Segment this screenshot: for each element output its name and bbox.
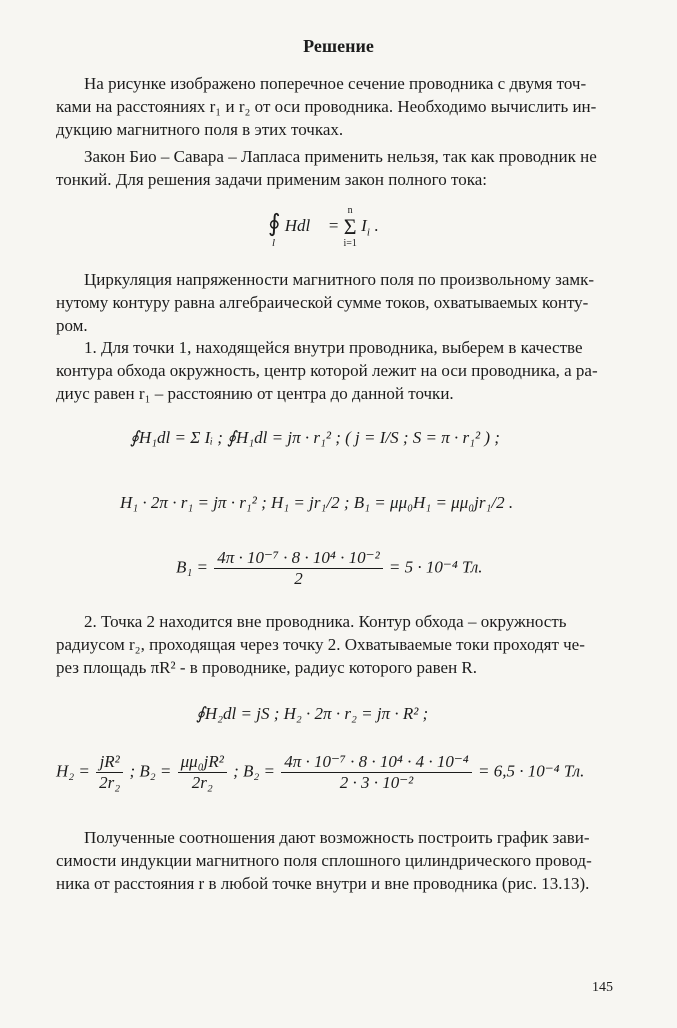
fraction: $\frac{\text{4π · 10⁻⁷ · 8 · 10⁴ · 4 · 10⁻⁴}}{\text{2 · 3 · 10⁻²}}$ [281, 752, 471, 793]
text-line: Циркуляция напряженности магнитного поля по произвольному замк- [84, 270, 595, 289]
paragraph-point-1 [56, 336, 634, 405]
paragraph-law [56, 145, 634, 191]
equation-lhs: Hdl⃗ = [284, 215, 340, 235]
equation-point-1-circulation: ∮H₁dl = Σ Iᵢ ; ∮H₁dl = jπ · r₁² ; ( j = I/S ; S = π · r₁² ) ; [130, 428, 500, 447]
equation-rhs: I [361, 215, 367, 235]
fraction: $\frac{\text{4π · 10⁻⁷ · 8 · 10⁴ · 10⁻²}}{2}$ [214, 548, 382, 589]
equation-b2-value: H₂ = $\frac{\text{jR²}}{\text{2r₂}}$ ; B₂ = $\frac{\text{μμ₀jR²}}{\text{2r₂}}$ ; B₂ = $\frac{\text{4π · 10⁻⁷ · 8 · 10⁴ · 4 · 10⁻⁴}}{\text{2 · 3 · 10⁻²}}$ = 6,5 · 10⁻⁴ Тл. [56, 752, 585, 792]
text-line: Полученные соотношения дают возможность построить график зави- [84, 828, 590, 847]
equation-ampere-law: ∮ l Hdl⃗ = n Σ i=1 $I_i$ . [268, 205, 379, 249]
text-line: 2. Точка 2 находится вне проводника. Контур обхода – окружность [84, 612, 567, 631]
fraction: $\frac{\text{jR²}}{\text{2r₂}}$ [96, 752, 123, 793]
paragraph-intro [56, 72, 634, 141]
paragraph-conclusion [56, 826, 634, 895]
text-line: симости индукции магнитного поля сплошного цилиндрического провод- [56, 851, 592, 870]
text-line: 1. Для точки 1, находящейся внутри проводника, выберем в качестве [84, 338, 583, 357]
text-line: диус равен r₁ – расстоянию от центра до данной точки. [56, 384, 454, 403]
page-number: 145 [592, 980, 613, 995]
equation-b1-value: B₁ = $\frac{\text{4π · 10⁻⁷ · 8 · 10⁴ · 10⁻²}}{2}$ = 5 · 10⁻⁴ Тл. [176, 548, 483, 588]
sum-symbol: n Σ i=1 [343, 205, 357, 249]
fraction: $\frac{\text{μμ₀jR²}}{\text{2r₂}}$ [178, 752, 227, 793]
text-line: ника от расстояния r в любой точке внутри и вне проводника (рис. 13.13). [56, 874, 590, 893]
contour-integral-symbol: ∮ l [268, 210, 281, 249]
text-line: тонкий. Для решения задачи применим закон полного тока: [56, 170, 487, 189]
paragraph-circulation [56, 268, 634, 337]
equation-point-2-circulation: ∮H₂dl = jS ; H₂ · 2π · r₂ = jπ · R² ; [196, 704, 429, 723]
text-line: Закон Био – Савара – Лапласа применить нельзя, так как проводник не [84, 147, 597, 166]
text-line: контура обхода окружность, центр которой лежит на оси проводника, а ра- [56, 361, 598, 380]
text-line: ром. [56, 316, 88, 335]
paragraph-point-2 [56, 610, 634, 679]
equation-point-1-field: H₁ · 2π · r₁ = jπ · r₁² ; H₁ = jr₁/2 ; B₁ = μμ₀H₁ = μμ₀jr₁/2 . [120, 493, 514, 512]
text-line: На рисунке изображено поперечное сечение проводника с двумя точ- [84, 74, 587, 93]
section-title: Решение [303, 36, 374, 56]
text-line: дукцию магнитного поля в этих точках. [56, 120, 344, 139]
text-line: рез площадь πR² - в проводнике, радиус которого равен R. [56, 658, 478, 677]
text-line: ками на расстояниях r₁ и r₂ от оси проводника. Необходимо вычислить ин- [56, 97, 597, 116]
text-line: нутому контуру равна алгебраической сумме токов, охватываемых конту- [56, 293, 589, 312]
text-line: радиусом r₂, проходящая через точку 2. Охватываемые токи проходят че- [56, 635, 585, 654]
